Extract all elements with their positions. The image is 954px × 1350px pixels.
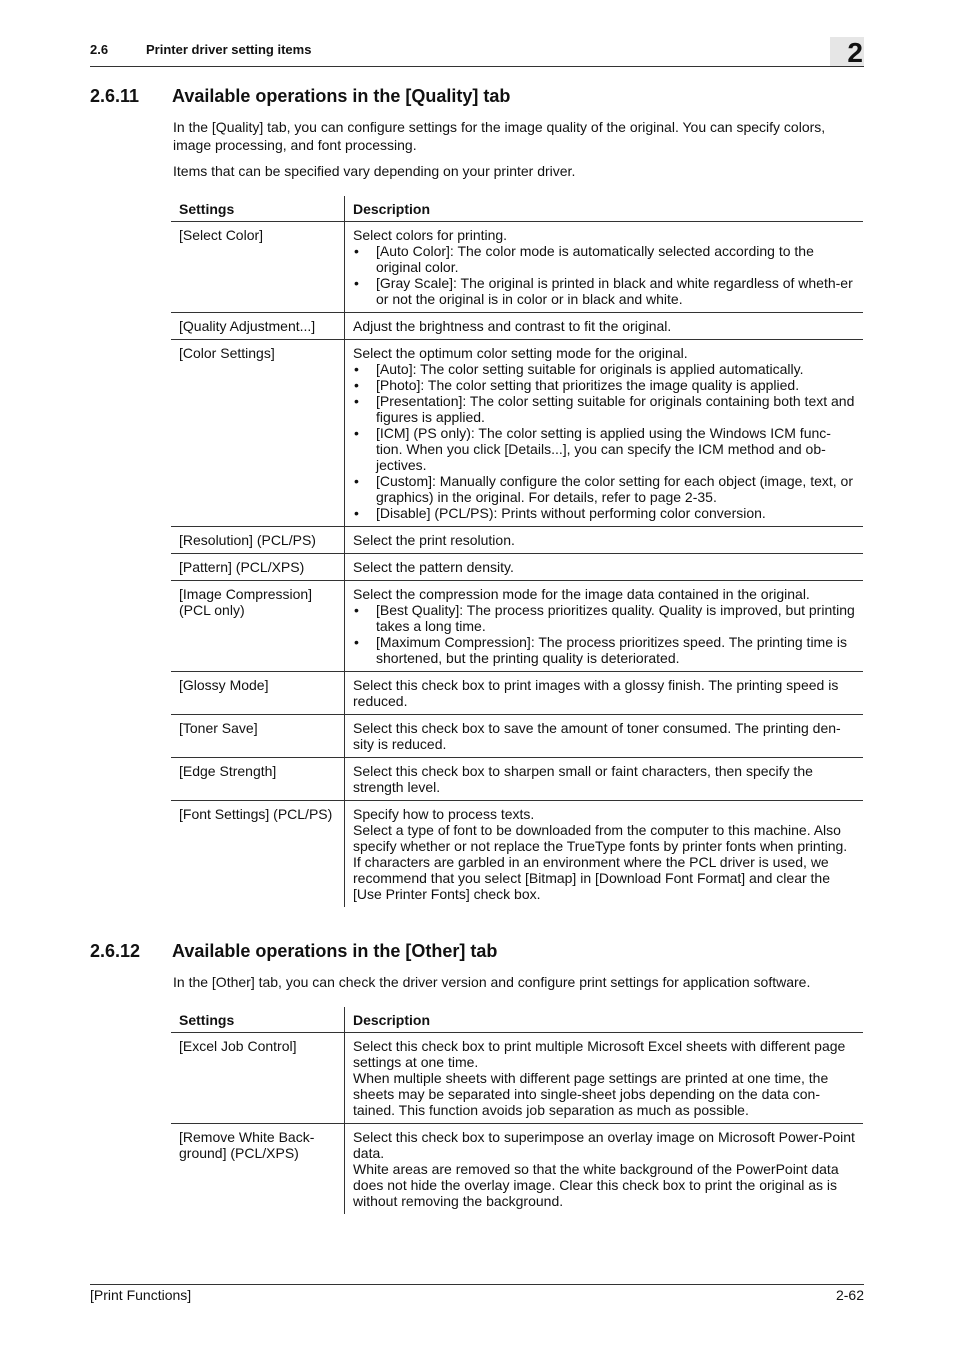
setting-description	[345, 340, 864, 527]
setting-name: [Remove White Back-ground] (PCL/XPS)	[171, 1124, 345, 1215]
footer-chapter-name: [Print Functions]	[90, 1287, 192, 1303]
description-text: Select the pattern density.	[353, 559, 514, 575]
setting-name: [Font Settings] (PCL/PS)	[171, 801, 345, 908]
setting-name: [Glossy Mode]	[171, 672, 345, 715]
setting-description	[345, 672, 864, 715]
description-text: Select the compression mode for the image data contained in the original.	[353, 586, 810, 602]
description-text: Select colors for printing.	[353, 227, 508, 243]
chapter-tab	[830, 37, 864, 66]
table-row	[171, 527, 863, 554]
table-row	[171, 1033, 863, 1124]
option-item: • [Auto]: The color setting suitable for originals is applied automatically.	[353, 361, 855, 377]
setting-name: [Toner Save]	[171, 715, 345, 758]
setting-name: [Resolution] (PCL/PS)	[171, 527, 345, 554]
option-item: • [Presentation]: The color setting suitable for originals containing both text and figures is applied.	[353, 393, 855, 425]
table-row	[171, 340, 863, 527]
description-text: Select this check box to print images with a glossy finish. The printing speed is reduced.	[353, 677, 839, 709]
running-header	[90, 36, 864, 67]
description-paragraph: White areas are removed so that the white background of the PowerPoint data does not hide the overlay image. Clear this check box to print the original as is without removing the background.	[353, 1161, 839, 1209]
col-settings: Settings	[171, 1007, 345, 1033]
header-section-number: 2.6	[90, 42, 109, 57]
quality-note: Items that can be specified vary depending on your printer driver.	[173, 163, 576, 179]
header-section-title: Printer driver setting items	[146, 42, 312, 57]
quality-settings-table	[171, 196, 863, 907]
description-paragraph: When multiple sheets with different page settings are printed at one time, the sheets may be separated into single-sheet jobs depending on the data con-tained. This function avoids job separation as much as possible.	[353, 1070, 829, 1118]
description-text: Select this check box to superimpose an overlay image on Microsoft Power-Point data.	[353, 1129, 855, 1161]
other-heading-title: Available operations in the [Other] tab	[172, 941, 498, 961]
other-table-body	[171, 1033, 863, 1215]
description-text: Select the print resolution.	[353, 532, 515, 548]
table-row	[171, 1124, 863, 1215]
col-settings: Settings	[171, 196, 345, 222]
description-text: Select this check box to sharpen small or faint characters, then specify the strength level.	[353, 763, 813, 795]
col-description: Description	[345, 1007, 864, 1033]
col-description: Description	[345, 196, 864, 222]
description-text: Select this check box to save the amount of toner consumed. The printing den-sity is reduced.	[353, 720, 841, 752]
table-row	[171, 672, 863, 715]
setting-description	[345, 1033, 864, 1124]
option-list	[353, 361, 855, 521]
table-row	[171, 715, 863, 758]
description-paragraph: If characters are garbled in an environment where the PCL driver is used, we recommend that you select [Bitmap] in [Download Font Format] and clear the [Use Printer Fonts] check box.	[353, 854, 831, 902]
table-row	[171, 554, 863, 581]
other-intro: In the [Other] tab, you can check the driver version and configure print settings for application software.	[173, 974, 811, 990]
setting-name: [Quality Adjustment...]	[171, 313, 345, 340]
option-list	[353, 602, 855, 666]
quality-heading-number: 2.6.11	[90, 86, 140, 106]
chapter-number: 2	[847, 37, 863, 68]
setting-name: [Excel Job Control]	[171, 1033, 345, 1124]
setting-name: [Color Settings]	[171, 340, 345, 527]
quality-heading-title: Available operations in the [Quality] tab	[172, 86, 511, 106]
other-heading-number: 2.6.12	[90, 941, 141, 961]
table-row	[171, 758, 863, 801]
setting-description	[345, 1124, 864, 1215]
setting-description	[345, 715, 864, 758]
setting-description	[345, 222, 864, 313]
option-item: • [Custom]: Manually configure the color setting for each object (image, text, or graphics) in the original. For details, refer to page 2-35.	[353, 473, 855, 505]
description-text: Adjust the brightness and contrast to fit the original.	[353, 318, 672, 334]
option-item: • [Gray Scale]: The original is printed in black and white regardless of wheth-er or not the original is in color or in black and white.	[353, 275, 855, 307]
page-number: 2-62	[835, 1287, 864, 1303]
description-paragraph: Select a type of font to be downloaded from the computer to this machine. Also specify whether or not replace the TrueType fonts by printer fonts when printing.	[353, 822, 848, 854]
option-item: • [Photo]: The color setting that prioritizes the image quality is applied.	[353, 377, 855, 393]
option-item: • [ICM] (PS only): The color setting is applied using the Windows ICM func-tion. When you click [Details...], you can specify the ICM method and ob-jectives.	[353, 425, 855, 473]
option-item: • [Maximum Compression]: The process prioritizes speed. The printing time is shortened, but the printing quality is deteriorated.	[353, 634, 855, 666]
option-item: • [Best Quality]: The process prioritizes quality. Quality is improved, but printing takes a long time.	[353, 602, 855, 634]
setting-description	[345, 801, 864, 908]
other-settings-table	[171, 1007, 863, 1214]
description-text: Select this check box to print multiple Microsoft Excel sheets with different page settings at one time.	[353, 1038, 846, 1070]
setting-description	[345, 581, 864, 672]
option-item: • [Auto Color]: The color mode is automatically selected according to the original color.	[353, 243, 855, 275]
table-row	[171, 313, 863, 340]
setting-name: [Edge Strength]	[171, 758, 345, 801]
option-list	[353, 243, 855, 307]
setting-description	[345, 758, 864, 801]
setting-description	[345, 554, 864, 581]
option-item: • [Disable] (PCL/PS): Prints without performing color conversion.	[353, 505, 855, 521]
table-header-row	[171, 196, 863, 222]
other-heading	[90, 941, 497, 962]
description-text: Specify how to process texts.	[353, 806, 535, 822]
quality-heading	[90, 86, 510, 107]
setting-name: [Image Compression] (PCL only)	[171, 581, 345, 672]
setting-description	[345, 313, 864, 340]
quality-table-body	[171, 222, 863, 908]
description-text: Select the optimum color setting mode for the original.	[353, 345, 688, 361]
page-footer	[90, 1284, 864, 1303]
quality-intro: In the [Quality] tab, you can configure settings for the image quality of the original. You can specify colors, image processing, and font processing.	[173, 119, 826, 153]
table-row	[171, 581, 863, 672]
setting-name: [Pattern] (PCL/XPS)	[171, 554, 345, 581]
setting-name: [Select Color]	[171, 222, 345, 313]
table-row	[171, 801, 863, 908]
table-header-row	[171, 1007, 863, 1033]
table-row	[171, 222, 863, 313]
setting-description	[345, 527, 864, 554]
